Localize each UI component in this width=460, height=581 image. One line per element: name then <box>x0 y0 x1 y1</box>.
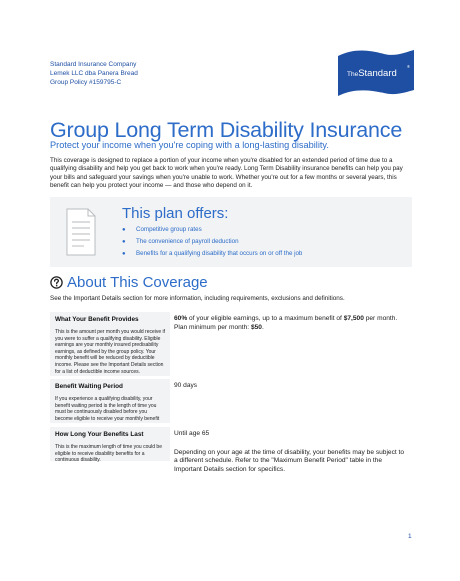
benefit-label: What Your Benefit Provides <box>55 316 139 323</box>
benefit-label-cell <box>50 312 170 376</box>
benefit-percent: 60% <box>174 315 188 322</box>
duration-value-note: Depending on your age at the time of disability, your benefits may be subject to a different schedule. Refer to the "Maximum Benefit Period" table in the Important Details section for specifics. <box>174 448 405 473</box>
offer-text: The convenience of payroll deduction <box>136 238 239 245</box>
company-name: Standard Insurance Company <box>50 61 137 68</box>
question-circle-icon <box>50 276 63 289</box>
page-title: Group Long Term Disability Insurance <box>50 118 403 142</box>
duration-value-age: Until age 65 <box>174 430 210 437</box>
group-policy: Group Policy #159795-C <box>50 79 122 86</box>
company-info <box>50 60 138 87</box>
offer-text: Benefits for a qualifying disability that occurs on or off the job <box>136 250 303 257</box>
duration-description: This is the maximum length of time you could be eligible to receive disability benefits for a continuous disability. <box>55 444 162 464</box>
benefit-min: $50 <box>250 323 262 331</box>
waiting-label-cell <box>50 379 170 423</box>
the-standard-logo <box>336 46 416 102</box>
intro-paragraph: This coverage is designed to replace a portion of your income when you're disabled for an extended period of time due to a qualifying disability and help you get back to work when you're ready. Long Term Disability insurance benefits can help you pay your bills and safeguard your savings when you're unable to work. Whether you're out for a few months or several years, this benefit can help you protect your income — and those who depend on it. <box>50 157 403 189</box>
plan-offers-panel <box>50 197 412 267</box>
bullet-icon: ● <box>122 227 126 233</box>
list-item <box>122 236 302 248</box>
offers-heading: This plan offers: <box>122 205 229 222</box>
about-title: About This Coverage <box>67 274 208 291</box>
svg-text:TheStandard: TheStandard <box>347 68 397 79</box>
employer-name: Lemek LLC dba Panera Bread <box>50 70 138 77</box>
offers-list <box>122 224 302 260</box>
benefit-text-1: of your eligible earnings, up to a maximum benefit of <box>187 315 344 322</box>
bullet-icon: ● <box>122 251 126 257</box>
bullet-icon: ● <box>122 239 126 245</box>
duration-label-cell <box>50 427 170 464</box>
document-icon <box>64 207 98 257</box>
benefit-text-2: per month. Plan minimum per month: <box>174 315 398 331</box>
svg-text:®: ® <box>407 64 410 69</box>
duration-value <box>174 430 409 474</box>
page-subtitle: Protect your income when you're coping with a long-lasting disability. <box>50 140 329 150</box>
duration-label: How Long Your Benefits Last <box>55 431 144 438</box>
benefit-max: $7,500 <box>343 315 364 322</box>
about-coverage-heading <box>50 274 208 291</box>
benefit-text-3: . <box>261 323 264 331</box>
about-note: See the Important Details section for more information, including requirements, exclusions and definitions. <box>50 295 345 302</box>
benefit-value <box>174 315 409 332</box>
offer-text: Competitive group rates <box>136 226 202 233</box>
waiting-value: 90 days <box>174 382 198 389</box>
list-item <box>122 248 302 260</box>
waiting-description: If you experience a qualifying disability, your benefit waiting period is the length of time you must be continuously disabled before you become eligible to receive your monthly benefit <box>55 396 160 422</box>
page-number: 1 <box>408 533 412 540</box>
list-item <box>122 224 302 236</box>
benefit-description: This is the amount per month you would receive if you were to suffer a qualifying disability. Eligible earnings are your monthly insured predisability earnings, as defined by the group policy. Your monthly benefit will be reduced by deductible income. Please see the Important Details section for a list of deductible income sources. <box>55 329 166 375</box>
waiting-label: Benefit Waiting Period <box>55 383 123 390</box>
